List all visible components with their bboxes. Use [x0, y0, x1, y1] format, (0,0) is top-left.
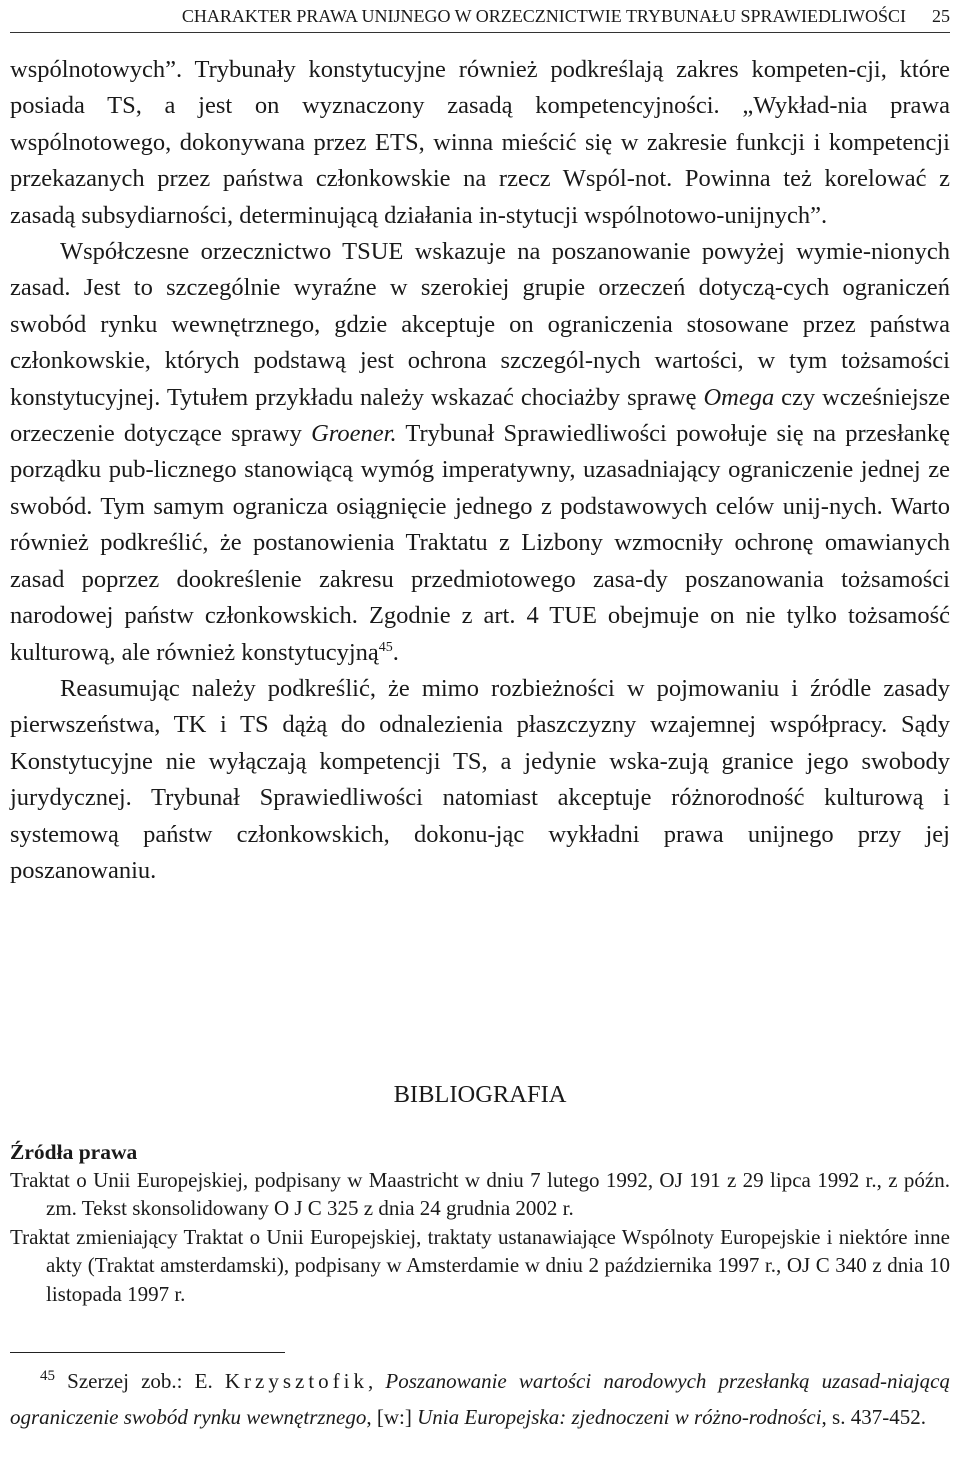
footnote-divider	[10, 1352, 285, 1353]
body-text	[10, 52, 950, 889]
bibliography-section-title: Źródła prawa	[10, 1140, 138, 1164]
header-title: CHARAKTER PRAWA UNIJNEGO W ORZECZNICTWIE TRYBUNAŁU SPRAWIEDLIWOŚCI	[181, 6, 906, 26]
case-name-groener: Groener.	[311, 420, 397, 448]
running-header	[10, 6, 950, 33]
bibliography-entry: Traktat o Unii Europejskiej, podpisany w Maastricht w dniu 7 lutego 1992, OJ 191 z 29 lipca 1992 r., z późn. zm. Tekst skonsolidowany O J C 325 z dnia 24 grudnia 2002 r.	[10, 1168, 950, 1221]
paragraph-3: Reasumując należy podkreślić, że mimo rozbieżności w pojmowaniu i źródle zasady pierwszeństwa, TK i TS dążą do odnalezienia płaszczyzny wzajemnej współpracy. Sądy Konstytucyjne nie wyłączają kompetencji TS, a jedynie wska-zują granice jego swobody jurydycznej. Trybunał Sprawiedliwości natomiast akceptuje różnorodność kulturową i systemową państw członkowskich, dokonu-jąc wykładni prawa unijnego przy jej poszanowaniu.	[10, 674, 950, 884]
footnote-source: Unia Europejska: zjednoczeni w różno-rodności	[417, 1405, 822, 1429]
bibliography-section	[10, 1138, 950, 1308]
footnote-author: Krzysztofik	[224, 1369, 368, 1393]
paragraph-1: wspólnotowych”. Trybunały konstytucyjne również podkreślają zakres kompeten-cji, które posiada TS, a jest on wyznaczony zasadą kompetencyjności. „Wykład-nia prawa wspólnotowego, dokonywana przez ETS, winna mieścić się w zakresie funkcji i kompetencji przekazanych przez państwa członkowskie na rzecz Wspól-not. Powinna też korelować z zasadą subsydiarności, determinującą działania in-stytucji wspólnotowo-unijnych”.	[10, 56, 950, 229]
footnote: $^{45}$ Szerzej zob.: E. Krzysztofik, Poszanowanie wartości narodowych przesłanką uzasad-niającą ograniczenie swobód rynku wewnętrznego, [w:] Unia Europejska: zjednoczeni w różno-rodności, s. 437-452.	[10, 1368, 950, 1429]
footnote-title: Poszanowanie wartości narodowych przesłanką uzasad-niającą ograniczenie swobód rynku wewnętrznego	[10, 1369, 950, 1429]
footnote-mark: 45	[40, 1368, 55, 1384]
bibliography-title: BIBLIOGRAFIA	[393, 1081, 567, 1108]
bibliography-entry: Traktat zmieniający Traktat o Unii Europejskiej, traktaty ustanawiające Wspólnoty Europejskie i niektóre inne akty (Traktat amsterdamski), podpisany w Amsterdamie w dniu 2 października 1997 r., OJ C 340 z dnia 10 listopada 1997 r.	[10, 1224, 950, 1306]
footnote-reference[interactable]: 45	[378, 639, 393, 655]
paragraph-2: Współczesne orzecznictwo TSUE wskazuje na poszanowanie powyżej wymie-nionych zasad. Jest to szczególnie wyraźne w szerokiej grupie orzeczeń dotyczą-cych ograniczeń swobód rynku wewnętrznego, gdzie akceptuje on ograniczenia stosowane przez państwa członkowskie, których podstawą jest ochrona szczegól-nych wartości, w tym tożsamości konstytucyjnej. Tytułem przykładu należy wskazać chociażby sprawę Omega czy wcześniejsze orzeczenie dotyczące sprawy Groener. Trybunał Sprawiedliwości powołuje się na przesłankę porządku pub-licznego stanowiącą wymóg imperatywny, uzasadniający ograniczenie jednej ze swobód. Tym samym ogranicza osiągnięcie jednego z podstawowych celów unij-nych. Warto również podkreślić, że postanowienia Traktatu z Lizbony wzmocniły ochronę omawianych zasad poprzez dookreślenie zakresu przedmiotowego zasa-dy poszanowania tożsamości narodowej państw członkowskich. Zgodnie z art. 4 TUE obejmuje on nie tylko tożsamość kulturową, ale również konstytucyjną$^{45}$.	[10, 238, 951, 666]
case-name-omega: Omega	[703, 383, 775, 411]
page-number: 25	[932, 6, 950, 26]
